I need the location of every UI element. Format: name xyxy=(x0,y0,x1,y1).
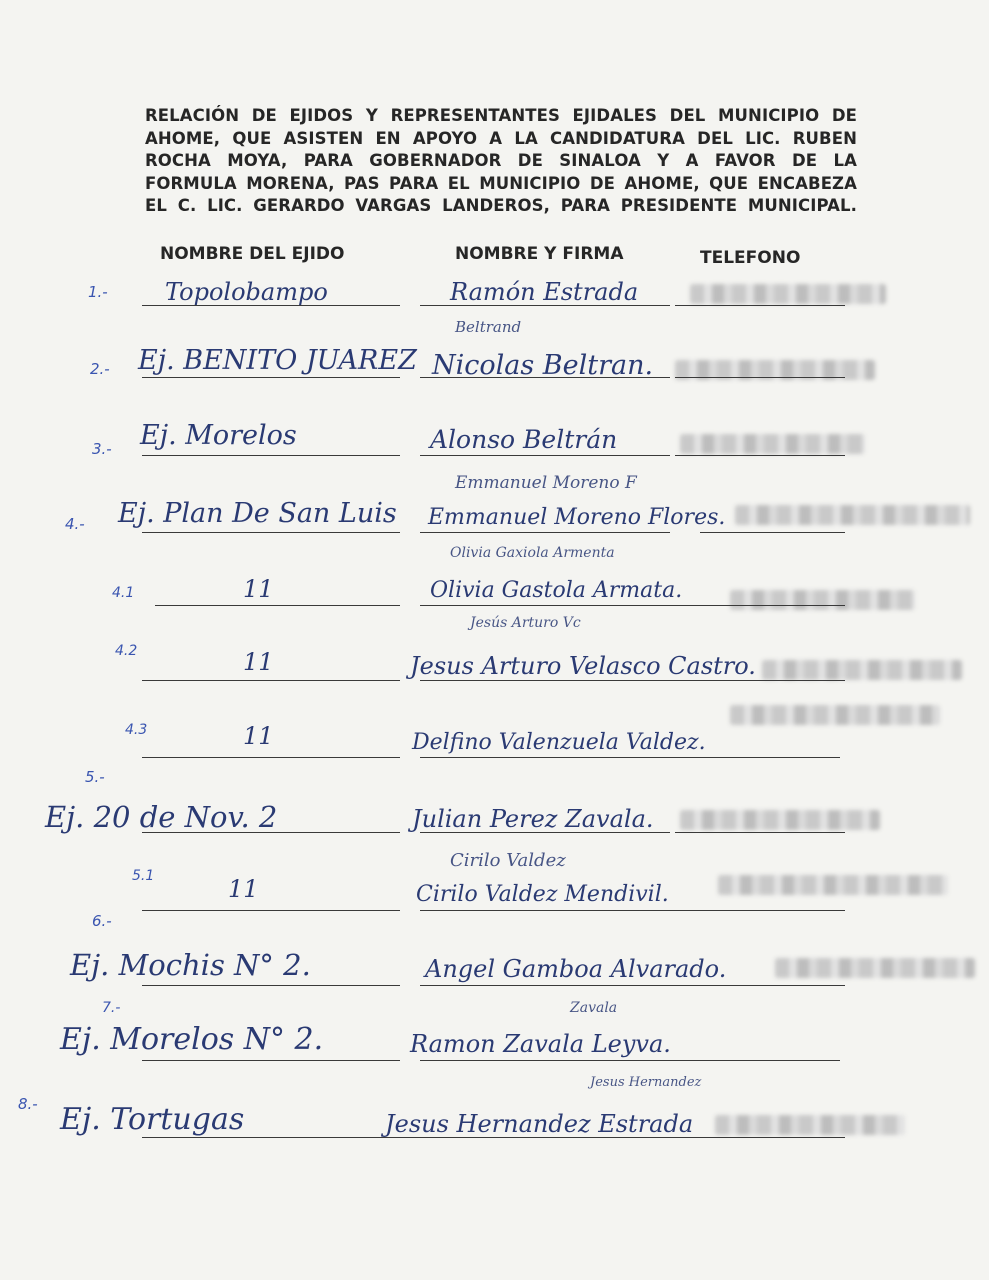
signature: Jesus Hernandez xyxy=(590,1075,702,1090)
row-number: 4.2 xyxy=(115,643,138,659)
ejido-name: Ej. Tortugas xyxy=(60,1102,245,1137)
representative-name: Jesus Hernandez Estrada xyxy=(385,1110,694,1138)
representative-name: Nicolas Beltran. xyxy=(432,350,654,381)
representative-name: Angel Gamboa Alvarado. xyxy=(425,955,727,983)
name-line xyxy=(420,680,750,681)
phone-redacted xyxy=(730,705,940,725)
header-nombre-firma: NOMBRE Y FIRMA xyxy=(455,244,624,264)
phone-line xyxy=(750,680,845,681)
phone-redacted xyxy=(690,284,886,304)
phone-redacted xyxy=(735,505,970,525)
phone-line xyxy=(675,305,845,306)
document-title xyxy=(145,105,857,218)
representative-name: Cirilo Valdez Mendivil. xyxy=(416,882,669,907)
phone-redacted xyxy=(730,590,915,610)
ejido-line xyxy=(142,910,400,911)
signature: Beltrand xyxy=(455,318,522,336)
phone-line xyxy=(760,985,845,986)
ejido-line xyxy=(142,377,400,378)
phone-redacted xyxy=(762,660,962,680)
ejido-name: Ej. Morelos N° 2. xyxy=(60,1022,324,1057)
ejido-line xyxy=(142,305,400,306)
name-line xyxy=(420,532,670,533)
name-line xyxy=(420,377,670,378)
signature: Jesús Arturo Vc xyxy=(470,615,581,631)
phone-line xyxy=(675,455,845,456)
ejido-line xyxy=(142,532,400,533)
representative-name: Ramón Estrada xyxy=(450,278,639,306)
representative-name: Julian Perez Zavala. xyxy=(412,805,654,833)
title-line: FORMULA MORENA, PAS PARA EL MUNICIPIO DE AHOME, QUE ENCABEZA xyxy=(145,173,857,193)
phone-redacted xyxy=(775,958,975,978)
name-line xyxy=(420,305,670,306)
row-number: 3.- xyxy=(92,440,112,458)
signature: Zavala xyxy=(570,1000,618,1016)
ejido-ditto: 11 xyxy=(243,648,274,676)
header-ejido: NOMBRE DEL EJIDO xyxy=(160,244,345,264)
name-line xyxy=(420,455,670,456)
representative-name: Jesus Arturo Velasco Castro. xyxy=(410,652,756,680)
row-number: 5.- xyxy=(85,768,105,786)
ejido-name: Topolobampo xyxy=(165,278,328,306)
ejido-line xyxy=(142,1060,400,1061)
representative-name: Olivia Gastola Armata. xyxy=(430,578,683,603)
phone-redacted xyxy=(680,434,865,454)
row-number: 6.- xyxy=(92,912,112,930)
title-line: RELACIÓN DE EJIDOS Y REPRESENTANTES EJIDALES DEL MUNICIPIO DE xyxy=(145,106,857,125)
title-line: ROCHA MOYA, PARA GOBERNADOR DE SINALOA Y A FAVOR DE LA xyxy=(145,151,857,170)
representative-name: Emmanuel Moreno Flores. xyxy=(428,505,726,530)
phone-line xyxy=(690,1137,845,1138)
name-line xyxy=(420,757,840,758)
name-line xyxy=(420,910,710,911)
phone-line xyxy=(720,605,845,606)
ejido-line xyxy=(142,1137,400,1138)
phone-line xyxy=(700,532,845,533)
ejido-ditto: 11 xyxy=(243,722,274,750)
phone-redacted xyxy=(718,875,948,895)
representative-name: Ramon Zavala Leyva. xyxy=(410,1030,671,1058)
row-number: 1.- xyxy=(88,283,108,301)
name-line xyxy=(420,1060,840,1061)
row-number: 4.3 xyxy=(125,722,148,738)
row-number: 4.- xyxy=(65,515,85,533)
ejido-name: Ej. Plan De San Luis xyxy=(118,498,397,529)
representative-name: Delfino Valenzuela Valdez. xyxy=(412,730,706,755)
ejido-line xyxy=(142,832,400,833)
ejido-ditto: 11 xyxy=(243,575,274,603)
ejido-name: Ej. BENITO JUAREZ xyxy=(138,345,417,376)
phone-line xyxy=(675,377,845,378)
phone-line xyxy=(710,910,845,911)
name-line xyxy=(420,605,720,606)
name-line xyxy=(420,985,760,986)
signature: Cirilo Valdez xyxy=(450,850,566,871)
row-number: 4.1 xyxy=(112,585,135,601)
title-line: EL C. LIC. GERARDO VARGAS LANDEROS, PARA PRESIDENTE MUNICIPAL. xyxy=(145,196,857,215)
header-telefono: TELEFONO xyxy=(700,248,801,268)
phone-redacted xyxy=(680,810,880,830)
phone-redacted xyxy=(715,1115,905,1135)
ejido-ditto: 11 xyxy=(228,875,259,903)
ejido-line xyxy=(142,757,400,758)
ejido-name: Ej. Mochis N° 2. xyxy=(70,948,311,982)
signature: Olivia Gaxiola Armenta xyxy=(450,545,615,561)
row-number: 7.- xyxy=(102,1000,121,1016)
ejido-line xyxy=(142,985,400,986)
row-number: 5.1 xyxy=(132,868,155,884)
ejido-name: Ej. 20 de Nov. 2 xyxy=(45,800,278,834)
ejido-line xyxy=(155,605,400,606)
ejido-name: Ej. Morelos xyxy=(140,420,297,451)
title-line: AHOME, QUE ASISTEN EN APOYO A LA CANDIDATURA DEL LIC. RUBEN xyxy=(145,128,857,148)
row-number: 2.- xyxy=(90,360,110,378)
representative-name: Alonso Beltrán xyxy=(430,425,618,454)
phone-line xyxy=(675,832,845,833)
name-line xyxy=(380,1137,690,1138)
ejido-line xyxy=(142,455,400,456)
signature: Emmanuel Moreno F xyxy=(455,473,637,493)
name-line xyxy=(420,832,670,833)
row-number: 8.- xyxy=(18,1095,38,1113)
ejido-line xyxy=(142,680,400,681)
